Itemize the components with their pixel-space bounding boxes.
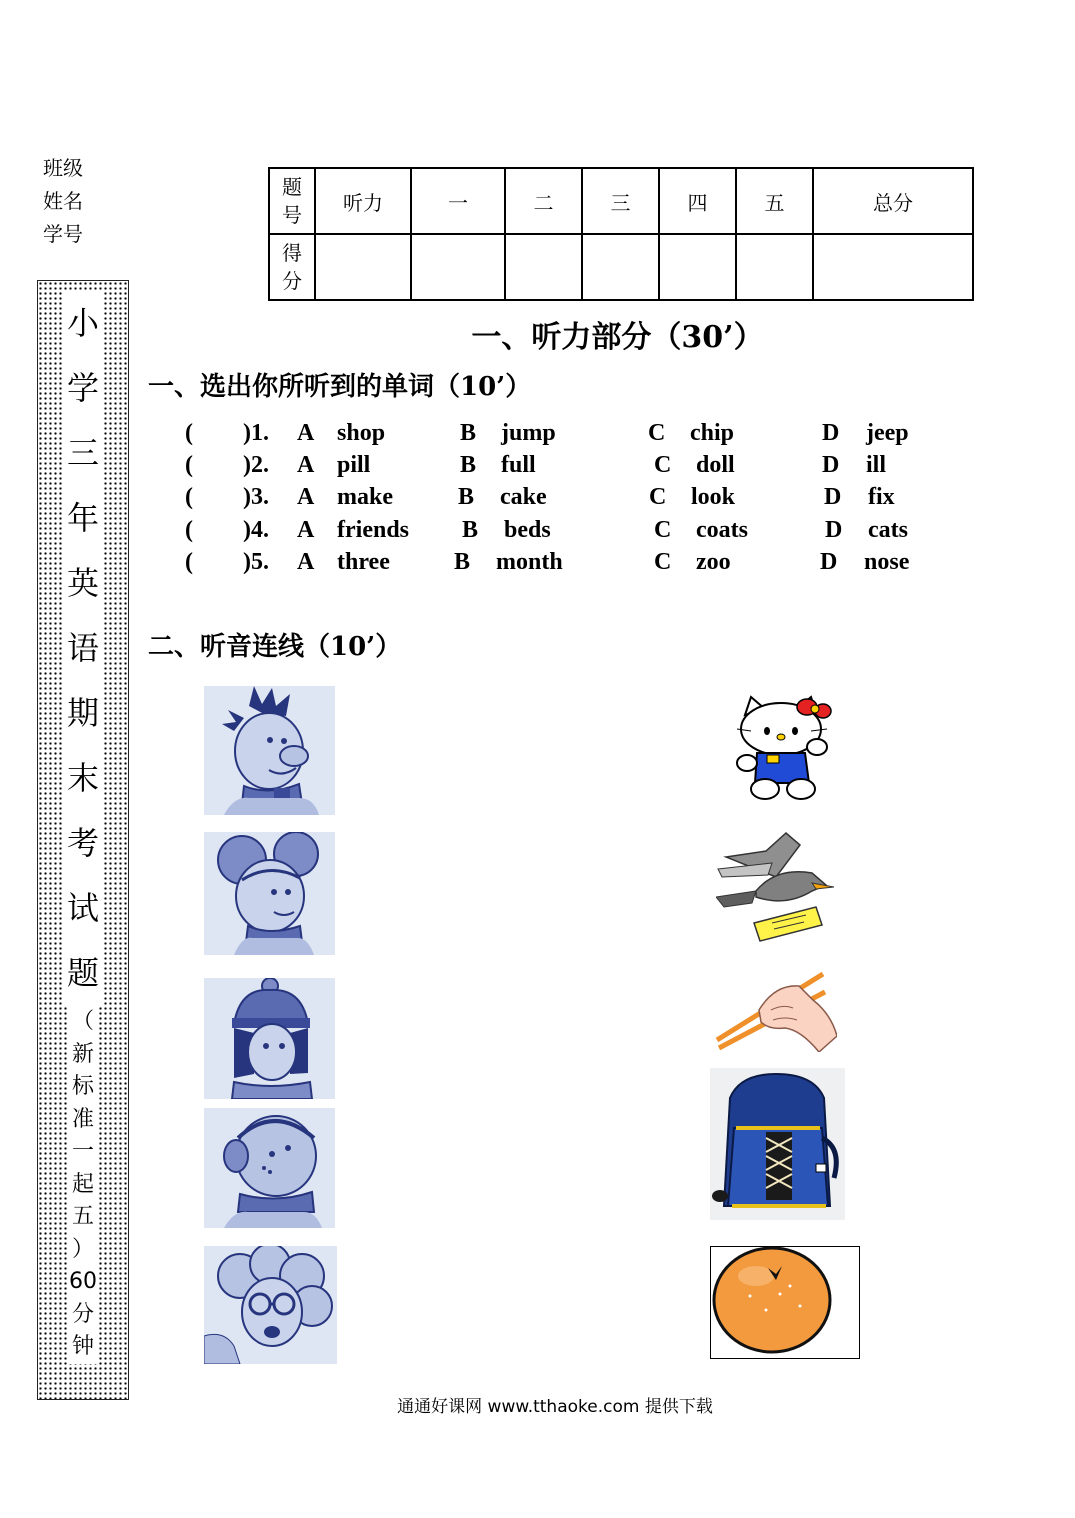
option-letter: D <box>820 549 838 575</box>
orange-picture[interactable] <box>710 1246 860 1359</box>
class-label: 班级 <box>43 156 83 180</box>
option-letter: A <box>297 549 315 575</box>
option-letter: A <box>297 452 315 478</box>
sub-char: 新 <box>68 1039 98 1072</box>
option-word: look <box>691 484 736 510</box>
question-number: )2. <box>243 452 269 478</box>
option-word: cake <box>500 484 547 510</box>
option-word: jeep <box>866 420 909 446</box>
row-label-score: 得 分 <box>269 234 315 300</box>
option-letter: C <box>654 549 672 575</box>
option-word: beds <box>504 517 551 543</box>
option-word: ill <box>866 452 887 478</box>
title-char: 英 <box>64 551 102 616</box>
option-word: make <box>337 484 393 510</box>
header-1: 一 <box>411 168 505 234</box>
option-letter: A <box>297 420 315 446</box>
title-char: 末 <box>64 746 102 811</box>
title-char: 年 <box>64 486 102 551</box>
header-5: 五 <box>736 168 813 234</box>
number-label: 学号 <box>43 222 83 246</box>
title-char: 语 <box>64 616 102 681</box>
option-word: pill <box>337 452 371 478</box>
option-word: cats <box>868 517 908 543</box>
option-word: month <box>496 549 563 575</box>
option-letter: C <box>654 452 672 478</box>
bird-letter-picture[interactable] <box>716 827 834 945</box>
option-word: doll <box>696 452 735 478</box>
question-number: )3. <box>243 484 269 510</box>
header-listening: 听力 <box>315 168 411 234</box>
option-letter: C <box>654 517 672 543</box>
option-word: shop <box>337 420 386 446</box>
title-char: 学 <box>64 356 102 421</box>
answer-paren[interactable]: ( <box>185 549 193 575</box>
sub-char: ） <box>68 1234 98 1267</box>
option-word: fix <box>868 484 895 510</box>
sub-char: 钟 <box>68 1331 98 1364</box>
answer-paren[interactable]: ( <box>185 484 193 510</box>
woman-glasses-picture[interactable] <box>204 1246 337 1364</box>
option-word: zoo <box>696 549 731 575</box>
hand-chopsticks-picture[interactable] <box>715 970 837 1052</box>
sub-char: 五 <box>68 1201 98 1234</box>
question-number: )5. <box>243 549 269 575</box>
title-char: 期 <box>64 681 102 746</box>
student-info <box>43 152 83 251</box>
score-cell[interactable] <box>659 234 736 300</box>
option-word: full <box>501 452 536 478</box>
exam-title-sidebar <box>37 280 129 1400</box>
option-letter: B <box>458 484 475 510</box>
score-cell[interactable] <box>505 234 582 300</box>
part1-title: 一、选出你所听到的单词（10’） <box>148 372 532 402</box>
boy-spiky-hair-picture[interactable] <box>204 686 335 815</box>
header-2: 二 <box>505 168 582 234</box>
title-char: 三 <box>64 421 102 486</box>
sub-char: 标 <box>68 1071 98 1104</box>
girl-buns-picture[interactable] <box>204 832 335 955</box>
sub-char: 分 <box>68 1299 98 1332</box>
sub-char: 准 <box>68 1104 98 1137</box>
part2-title: 二、听音连线（10’） <box>148 632 402 662</box>
sub-char: 60 <box>68 1266 98 1299</box>
option-letter: D <box>824 484 842 510</box>
boy-earmuffs-picture[interactable] <box>204 1108 335 1228</box>
sub-char: （ <box>68 1006 98 1039</box>
option-word: coats <box>696 517 748 543</box>
option-letter: B <box>462 517 479 543</box>
name-label: 姓名 <box>43 189 83 213</box>
option-word: chip <box>690 420 735 446</box>
header-4: 四 <box>659 168 736 234</box>
question-number: )1. <box>243 420 269 446</box>
sub-char: 起 <box>68 1169 98 1202</box>
option-word: nose <box>864 549 910 575</box>
header-total: 总分 <box>813 168 973 234</box>
row-label-question: 题 号 <box>269 168 315 234</box>
title-char: 小 <box>64 291 102 356</box>
option-word: three <box>337 549 390 575</box>
hello-kitty-picture[interactable] <box>735 693 835 801</box>
question-number: )4. <box>243 517 269 543</box>
section-title: 一、听力部分（30’） <box>471 320 764 355</box>
school-bag-picture[interactable] <box>710 1068 845 1220</box>
sub-char: 一 <box>68 1136 98 1169</box>
option-letter: C <box>649 484 667 510</box>
option-letter: C <box>648 420 666 446</box>
title-char: 考 <box>64 811 102 876</box>
answer-paren[interactable]: ( <box>185 452 193 478</box>
option-letter: A <box>297 517 315 543</box>
title-char: 试 <box>64 876 102 941</box>
header-3: 三 <box>582 168 659 234</box>
score-cell[interactable] <box>315 234 411 300</box>
answer-paren[interactable]: ( <box>185 420 193 446</box>
score-cell[interactable] <box>813 234 973 300</box>
score-cell[interactable] <box>736 234 813 300</box>
title-char: 题 <box>64 941 102 1006</box>
option-letter: D <box>822 452 840 478</box>
option-letter: B <box>454 549 471 575</box>
footer-credit: 通通好课网 www.tthaoke.com 提供下载 <box>397 1397 713 1417</box>
option-letter: D <box>825 517 843 543</box>
option-letter: D <box>822 420 840 446</box>
option-letter: B <box>460 452 477 478</box>
option-letter: A <box>297 484 315 510</box>
option-letter: B <box>460 420 477 446</box>
score-cell[interactable] <box>411 234 505 300</box>
score-table <box>268 167 974 301</box>
girl-hat-picture[interactable] <box>204 978 335 1099</box>
answer-paren[interactable]: ( <box>185 517 193 543</box>
option-word: friends <box>337 517 409 543</box>
score-cell[interactable] <box>582 234 659 300</box>
option-word: jump <box>501 420 556 446</box>
